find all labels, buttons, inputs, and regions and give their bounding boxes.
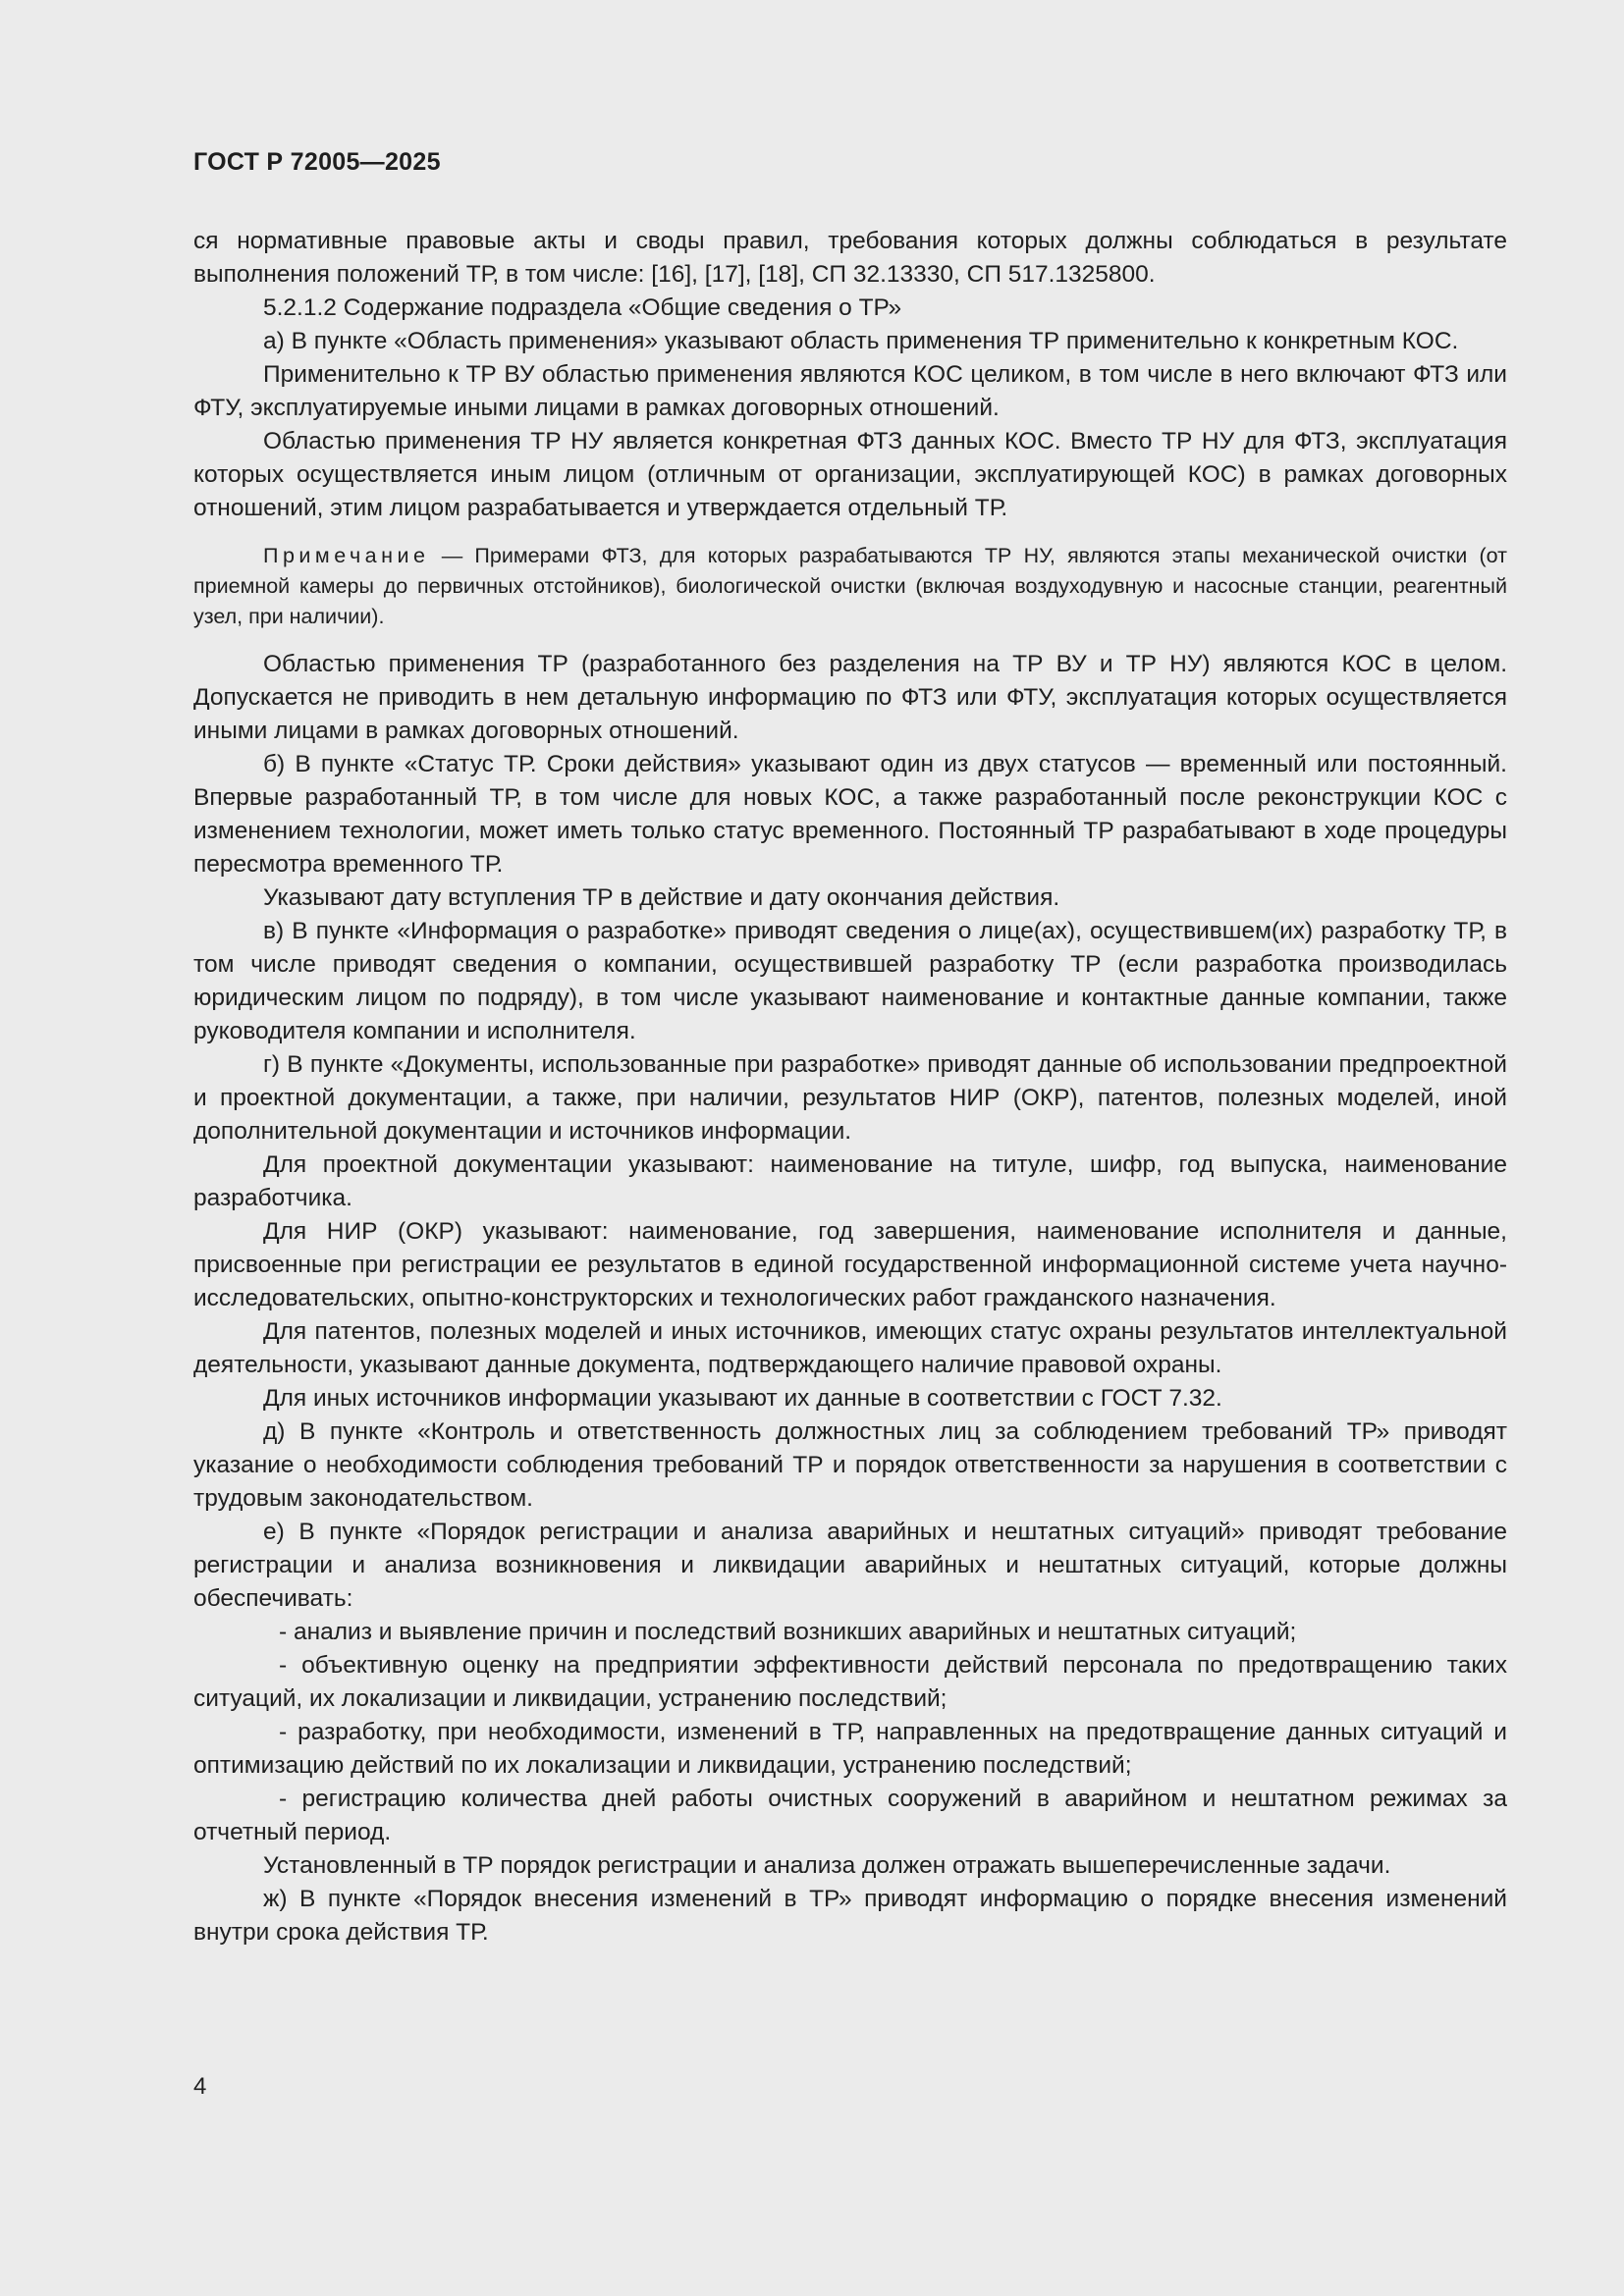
paragraph: Для патентов, полезных моделей и иных источников, имеющих статус охраны результатов интеллектуальной деятельности, указывают данные документа, подтверждающего наличие правовой охраны. [193,1318,1507,1378]
paragraph: б) В пункте «Статус ТР. Сроки действия» указывают один из двух статусов — временный или постоянный. Впервые разработанный ТР, в том числе для новых КОС, а также разработанный после реконструкции КОС с изменением технологии, может иметь только статус временного. Постоянный ТР разрабатывают в ходе процедуры пересмотра временного ТР. [193,751,1507,878]
subsection-heading: 5.2.1.2 Содержание подраздела «Общие сведения о ТР» [263,294,902,321]
paragraph-continuation: ся нормативные правовые акты и своды правил, требования которых должны соблюдаться в результате выполнения положений ТР, в том числе: [16], [17], [18], СП 32.13330, СП 517.1325800. [193,228,1507,288]
paragraph: г) В пункте «Документы, использованные при разработке» приводят данные об использовании предпроектной и проектной документации, а также, при наличии, результатов НИР (ОКР), патентов, полезных моделей, иной дополнительной документации и источников информации. [193,1051,1507,1145]
list-item: - разработку, при необходимости, изменений в ТР, направленных на предотвращение данных ситуаций и оптимизацию действий по их локализации и ликвидации, устранению последствий; [193,1719,1507,1779]
paragraph: в) В пункте «Информация о разработке» приводят сведения о лице(ах), осуществившем(их) разработку ТР, в том числе приводят сведения о компании, осуществившей разработку ТР (если разработка производилась юридическим лицом по подряду), в том числе указывают наименование и контактные данные компании, также руководителя компании и исполнителя. [193,918,1507,1044]
paragraph: д) В пункте «Контроль и ответственность должностных лиц за соблюдением требований ТР» приводят указание о необходимости соблюдения требований ТР и порядок ответственности за нарушения в соответствии с трудовым законодательством. [193,1418,1507,1512]
paragraph: Для иных источников информации указывают их данные в соответствии с ГОСТ 7.32. [263,1385,1222,1412]
paragraph: Установленный в ТР порядок регистрации и анализа должен отражать вышеперечисленные задачи. [263,1852,1391,1879]
document-body [193,225,1507,1949]
paragraph: е) В пункте «Порядок регистрации и анализа аварийных и нештатных ситуаций» приводят требование регистрации и анализа возникновения и ликвидации аварийных и нештатных ситуаций, которые должны обеспечивать: [193,1519,1507,1612]
document-header: ГОСТ Р 72005—2025 [193,148,441,176]
page-number: 4 [193,2073,207,2100]
list-item: - анализ и выявление причин и последствий возникших аварийных и нештатных ситуаций; [279,1619,1297,1645]
list-item: - объективную оценку на предприятии эффективности действий персонала по предотвращению таких ситуаций, их локализации и ликвидации, устранению последствий; [193,1652,1507,1712]
list-item: - регистрацию количества дней работы очистных сооружений в аварийном и нештатном режимах за отчетный период. [193,1786,1507,1845]
paragraph: а) В пункте «Область применения» указывают область применения ТР применительно к конкретным КОС. [263,328,1459,354]
paragraph: Областью применения ТР (разработанного без разделения на ТР ВУ и ТР НУ) являются КОС в целом. Допускается не приводить в нем детальную информацию по ФТЗ или ФТУ, эксплуатация которых осуществляется иными лицами в рамках договорных отношений. [193,651,1507,744]
paragraph: ж) В пункте «Порядок внесения изменений в ТР» приводят информацию о порядке внесения изменений внутри срока действия ТР. [193,1886,1507,1946]
paragraph: Применительно к ТР ВУ областью применения являются КОС целиком, в том числе в него включают ФТЗ или ФТУ, эксплуатируемые иными лицами в рамках договорных отношений. [193,361,1507,421]
paragraph: Указывают дату вступления ТР в действие и дату окончания действия. [263,884,1060,911]
paragraph: Для НИР (ОКР) указывают: наименование, год завершения, наименование исполнителя и данные, присвоенные при регистрации ее результатов в единой государственной информационной системе учета научно-исследовательских, опытно-конструкторских и технологических работ гражданского назначения. [193,1218,1507,1311]
paragraph: Областью применения ТР НУ является конкретная ФТЗ данных КОС. Вместо ТР НУ для ФТЗ, эксплуатация которых осуществляется иным лицом (отличным от организации, эксплуатирующей КОС) в рамках договорных отношений, этим лицом разрабатывается и утверждается отдельный ТР. [193,428,1507,521]
note-text: — Примерами ФТЗ, для которых разрабатываются ТР НУ, являются этапы механической очистки (от приемной камеры до первичных отстойников), биологической очистки (включая воздуходувную и насосные станции, реагентный узел, при наличии). [193,544,1507,628]
paragraph: Для проектной документации указывают: наименование на титуле, шифр, год выпуска, наименование разработчика. [193,1151,1507,1211]
note [193,541,1507,632]
note-label: Примечание [263,544,430,567]
